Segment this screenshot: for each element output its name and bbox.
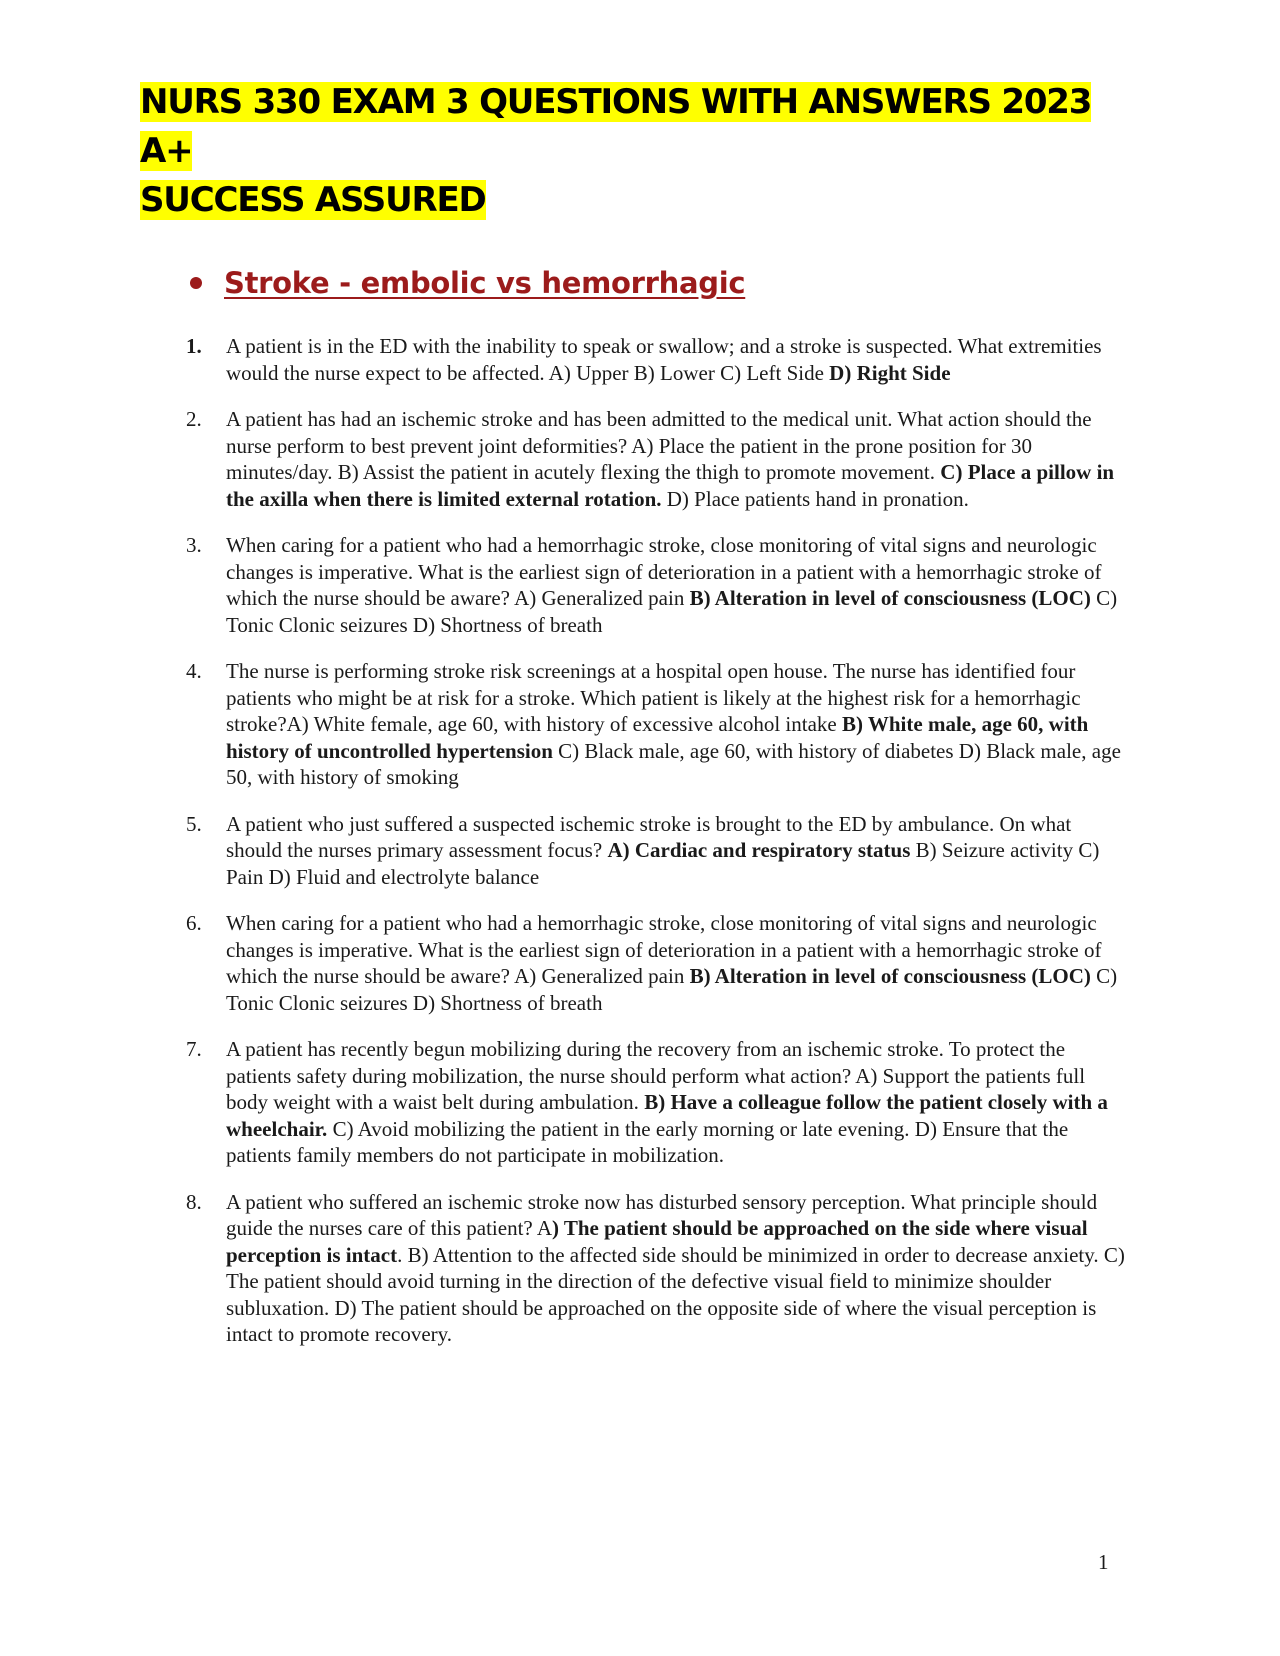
question-text (226, 910, 1126, 1016)
question-number: 8. (186, 1189, 202, 1214)
question-number: 4. (186, 659, 202, 683)
section-heading (190, 266, 745, 300)
answer-highlight: B) Alteration in level of consciousness (LOC) (689, 964, 1091, 988)
page-number: 1 (1098, 1550, 1109, 1574)
question-item (186, 1189, 1126, 1348)
answer-highlight: B) Alteration in level of consciousness (LOC) (689, 586, 1091, 610)
question-text (226, 658, 1126, 791)
question-list (186, 333, 1126, 1368)
question-options: . B) Attention to the affected side should be minimized in order to decrease anxiety. C) The patient should avoid turning in the direction of the defective visual field to minimize shoulder subluxation. D) The patient should be approached on the opposite side of where the visual perception is intact to promote recovery. (226, 1242, 1125, 1346)
question-number: 5. (186, 811, 202, 836)
question-stem: When caring for a patient who had a hemorrhagic stroke, close monitoring of vital signs and neurologic changes is imperative. What is the earliest sign of deterioration in a patient with a hemorrhagic stroke of which the nurse should be aware? A) Generalized pain (226, 911, 1102, 988)
question-stem: A patient has had an ischemic stroke and has been admitted to the medical unit. What action should the nurse perform to best prevent joint deformities? A) Place the patient in the prone position for 30 minutes/day. B) Assist the patient in acutely flexing the thigh to promote movement. (226, 407, 1092, 484)
question-options: C) Black male, age 60, with history of diabetes D) Black male, age 50, with history of smoking (226, 738, 1121, 789)
answer-highlight: ) The patient should be approached on the side where visual perception is intact (226, 1216, 1088, 1267)
question-item (186, 333, 1126, 386)
bullet-icon (190, 277, 202, 289)
question-text (226, 532, 1126, 638)
question-options: D) Place patients hand in pronation. (661, 486, 969, 511)
question-stem: A patient has recently begun mobilizing during the recovery from an ischemic stroke. To protect the patients safety during mobilization, the nurse should perform what action? A) Support the patients full body weight with a waist belt during ambulation. (226, 1037, 1086, 1114)
question-number: 1. (186, 334, 202, 358)
question-item (186, 1036, 1126, 1169)
question-item (186, 811, 1126, 891)
question-stem: A patient is in the ED with the inability to speak or swallow; and a stroke is suspected. What extremities would the nurse expect to be affected. A) Upper B) Lower C) Left Side (226, 334, 1102, 385)
question-item (186, 532, 1126, 638)
question-item (186, 910, 1126, 1016)
answer-highlight: B) White male, age 60, with history of uncontrolled hypertension (226, 712, 1089, 763)
question-stem: A patient who just suffered a suspected ischemic stroke is brought to the ED by ambulance. On what should the nurses primary assessment focus? (226, 811, 1072, 862)
question-options: C) Avoid mobilizing the patient in the early morning or late evening. D) Ensure that the patients family members do not participate in mobilization. (226, 1116, 1069, 1167)
question-item (186, 406, 1126, 512)
question-number: 7. (186, 1037, 202, 1061)
question-options: B) Seizure activity C) Pain D) Fluid and electrolyte balance (226, 838, 1100, 889)
question-text (226, 1036, 1126, 1169)
answer-highlight: D) Right Side (829, 360, 951, 385)
answer-highlight: B) Have a colleague follow the patient closely with a wheelchair. (226, 1090, 1108, 1141)
question-options: C) Tonic Clonic seizures D) Shortness of breath (226, 586, 1118, 637)
page-title-line-2: SUCCESS ASSURED (140, 180, 486, 220)
question-stem: The nurse is performing stroke risk screenings at a hospital open house. The nurse has identified four patients who might be at risk for a stroke. Which patient is likely at the highest risk for a hemorrhagic stroke?A) White female, age 60, with history of excessive alcohol intake (226, 659, 1081, 736)
question-stem: A patient who suffered an ischemic stroke now has disturbed sensory perception. What principle should guide the nurses care of this patient? A (226, 1189, 1098, 1240)
question-item (186, 658, 1126, 791)
question-text (226, 333, 1126, 386)
question-text (226, 1189, 1126, 1348)
section-heading-text: Stroke - embolic vs hemorrhagic (224, 266, 746, 300)
answer-highlight: A) Cardiac and respiratory status (607, 838, 911, 862)
page-title (140, 78, 1140, 225)
question-text (226, 811, 1126, 891)
question-number: 6. (186, 911, 202, 935)
question-number: 2. (186, 407, 202, 431)
question-options: C) Tonic Clonic seizures D) Shortness of breath (226, 964, 1118, 1015)
page-title-line-1: NURS 330 EXAM 3 QUESTIONS WITH ANSWERS 2023 A+ (140, 82, 1092, 171)
question-number: 3. (186, 533, 202, 557)
question-text (226, 406, 1126, 512)
answer-highlight: C) Place a pillow in the axilla when there is limited external rotation. (226, 460, 1115, 511)
question-stem: When caring for a patient who had a hemorrhagic stroke, close monitoring of vital signs and neurologic changes is imperative. What is the earliest sign of deterioration in a patient with a hemorrhagic stroke of which the nurse should be aware? A) Generalized pain (226, 533, 1102, 610)
